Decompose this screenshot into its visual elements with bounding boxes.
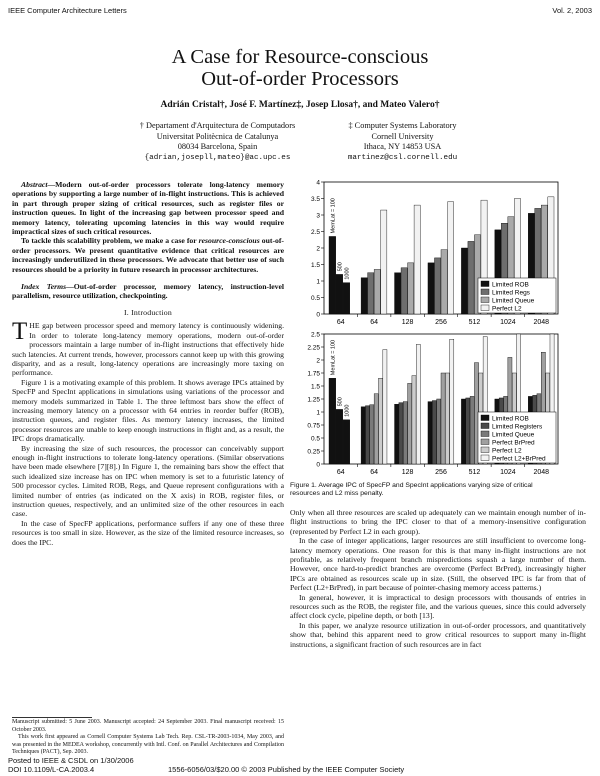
legend-label: Limited Regs (492, 289, 530, 297)
legend-swatch (481, 455, 489, 461)
y-tick-label: 0 (316, 461, 320, 469)
bar (374, 394, 378, 464)
legend-label: Perfect L2 (492, 305, 522, 313)
index-terms (12, 282, 284, 301)
bar (403, 402, 407, 464)
bar (466, 398, 470, 464)
bar (412, 376, 416, 464)
intro-paragraph-2: Figure 1 is a motivating example of this problem. It shows average IPCs attained by SpecFP and SpecInt applications in simulations using variations of the processor and memory models summarized in Table 1. The three leftmost bars show the effect of increasing memory latency on a processor with 64 entries in reorder buffer (ROB), instruction queues, and register files. As memory latency increases, the limited processor resources are unable to keep enough instructions in flight and, as a result, the IPC drops dramatically. (12, 377, 284, 444)
legend-swatch (481, 289, 489, 295)
bar (445, 373, 449, 464)
legend-swatch (481, 439, 489, 445)
legend-swatch (481, 423, 489, 429)
y-tick-label: 1.5 (310, 383, 320, 391)
bar (361, 407, 365, 464)
x-tick-label: 64 (336, 469, 345, 476)
affiliation-left (110, 121, 325, 163)
chart-specfp (300, 178, 562, 330)
bar (441, 250, 447, 314)
bar (414, 205, 420, 314)
abstract-p2-start: To tackle this scalability problem, we make a case for (21, 236, 199, 246)
x-tick-label: 512 (468, 319, 481, 326)
bar-memlat (329, 378, 336, 464)
y-tick-label: 2 (316, 245, 320, 253)
legend-swatch (481, 431, 489, 437)
affiliation-right-email: martinez@csl.cornell.edu (347, 153, 458, 162)
bar (461, 399, 465, 464)
x-tick-label: 64 (370, 319, 379, 326)
figure-caption: Figure 1. Average IPC of SpecFP and SpecInt applications varying size of critical resources and L2 miss penalty. (290, 482, 533, 497)
bar (416, 344, 420, 464)
legend-swatch (481, 415, 489, 421)
x-tick-label: 128 (401, 319, 414, 326)
legend-label: Perfect BrPred (492, 439, 535, 447)
left-column (12, 180, 284, 715)
bar (434, 258, 440, 314)
right-paragraph-4: In this paper, we analyze resource utilization in out-of-order processors, and quantitatively show that, behind this apparent need to grow critical resources to support many in-flight instructions, a significant fraction of such resources are in fact (290, 620, 586, 649)
x-tick-label: 128 (401, 469, 414, 476)
legend-swatch (481, 297, 489, 303)
bar-memlat (343, 283, 350, 314)
bar (448, 202, 454, 314)
footnote (12, 719, 284, 757)
footnote-dates: Manuscript submitted: 5 June 2003. Manuscript accepted: 24 September 2003. Final manuscript received: 15 October 2003. (12, 719, 284, 733)
legend-label: Limited Registers (492, 423, 543, 431)
x-tick-label: 2048 (533, 469, 550, 476)
y-tick-label: 0.75 (307, 422, 320, 430)
legend-swatch (481, 305, 489, 311)
legend-label: Limited Queue (492, 431, 535, 439)
index-terms-text: —Out-of-order processor, memory latency, instruction-level parallelism, resource utilization, checkpointing. (12, 282, 284, 301)
y-tick-label: 1.5 (310, 262, 320, 269)
legend-label: Limited ROB (492, 281, 529, 289)
affiliation-left-line-2: Universitat Politècnica de Catalunya (156, 131, 279, 141)
bar (381, 210, 387, 314)
bar-annotation: 1000 (344, 404, 351, 417)
affiliation-right (320, 121, 485, 163)
footnote-publication: This work first appeared as Cornell Computer Systems Lab Tech. Rep. CSL-TR-2003-1034, May 2003, and was presented in the MEDEA workshop, concurrently with Intl. Conf. on Parallel Architectures and Compilation Techniques (PACT), Sep. 2003. (12, 734, 284, 755)
y-tick-label: 0.5 (310, 435, 320, 443)
bar (374, 269, 380, 314)
title-line-1: A Case for Resource-conscious (171, 46, 429, 68)
x-tick-label: 512 (468, 469, 481, 476)
legend-label: Perfect L2+BrPred (492, 455, 546, 463)
bar-memlat (336, 274, 343, 314)
bar-annotation: 500 (337, 397, 344, 407)
y-tick-label: 2.25 (307, 344, 320, 352)
right-paragraph-2: In the case of integer applications, larger resources are still insufficient to overcome long-latency memory operations. One reason for this is that many in-flight instructions are not profitable, as relatively frequent branch mispredictions squash a large number of them. However, once hard-to-predict branches are overcome (Perfect BrPred), increasingly higher IPCs are obtained as resources scale up in size. (Still, the observed IPC is far from that of Perfect (L2+BrPred), in part because of pointer-chasing memory access patterns.) (290, 536, 586, 593)
y-tick-label: 0 (316, 311, 320, 319)
abstract-label: Abstract (21, 180, 48, 189)
bar-memlat (329, 236, 336, 314)
y-tick-label: 3.5 (310, 196, 320, 203)
posted-date: Posted to IEEE & CSDL on 1/30/2006 (8, 756, 134, 765)
bar-annotation: MemLat = 100 (330, 339, 337, 376)
y-tick-label: 0.25 (307, 448, 320, 456)
intro-paragraph-4: In the case of SpecFP applications, performance suffers if any one of these three resources is too small in size. However, as the size of the limited resource increases, so does the IPC. (12, 518, 284, 547)
bar (408, 383, 412, 464)
copyright-line: 1556-6056/03/$20.00 © 2003 Published by the IEEE Computer Society (168, 765, 405, 774)
chart-specint (300, 330, 562, 480)
x-tick-label: 64 (336, 319, 345, 326)
bar (370, 405, 374, 464)
affiliation-right-line-3: Ithaca, NY 14853 USA (363, 142, 442, 151)
y-tick-label: 4 (316, 179, 320, 187)
bar (450, 339, 454, 464)
bar (361, 278, 367, 314)
legend-swatch (481, 281, 489, 287)
drop-cap: T (12, 318, 28, 346)
journal-name: IEEE Computer Architecture Letters (8, 6, 127, 15)
right-paragraph-3: In general, however, it is impractical to design processors with thousands of entries in resources such as the ROB, the register file, and the various queues, since this could adversely affect clock cycle, pipeline depth, or both [13]. (290, 592, 586, 621)
bar-annotation: 500 (337, 262, 344, 272)
legend-label: Limited ROB (492, 415, 529, 423)
legend-label: Limited Queue (492, 297, 535, 305)
x-tick-label: 1024 (500, 319, 516, 326)
bar (365, 406, 369, 464)
bar-memlat (336, 409, 343, 464)
x-tick-label: 2048 (533, 319, 550, 326)
bar (432, 401, 436, 464)
posting-info (8, 757, 134, 774)
abstract-paragraph-1: —Modern out-of-order processors tolerate long-latency memory operations by supporting a large number of in-flight instructions. This is achieved in part through proper sizing of critical resources, such as register files or instruction queues. In light of the increasing gap between processor speed and memory latency, tolerating upcoming latencies in this way would require impractical sizes of such critical resources. (12, 180, 284, 237)
abstract-emphasis: resource-conscious (198, 236, 260, 246)
right-paragraph-1: Only when all three resources are scaled up adequately can we maintain enough number of in-flight instructions to bring the IPC closer to that of a memory-insensitive configuration (represented by Perfect L2 in each group). (290, 508, 586, 536)
bar (428, 263, 434, 314)
x-tick-label: 64 (370, 469, 379, 476)
bar (378, 378, 382, 464)
affiliation-left-email: {adrian,josepll,mateo}@ac.upc.es (144, 153, 291, 162)
author-list: Adrián Cristal†, José F. Martínez‡, Josep Llosa†, and Mateo Valero† (160, 100, 440, 110)
bar-annotation: MemLat = 100 (330, 198, 337, 234)
section-heading-introduction: I. Introduction (123, 307, 173, 317)
footnote-rule (12, 717, 92, 718)
y-tick-label: 2.5 (310, 229, 320, 236)
bar (401, 268, 407, 314)
bar (408, 263, 414, 314)
abstract (12, 180, 284, 274)
paper-title (0, 46, 600, 90)
bar (441, 373, 445, 464)
affiliation-left-line-1: † Departament d'Arquitectura de Computadors (139, 121, 296, 130)
affiliation-right-line-2: Cornell University (371, 131, 434, 141)
bar-memlat (343, 420, 350, 464)
x-tick-label: 256 (435, 319, 447, 326)
intro-paragraph-3: By increasing the size of such resources, the processor can conceivably support enough in-flight instructions to tolerate long-latency operations. (Similar observations have been made elsewhere [7][8].) In Figure 1, the remaining bars show the effect that such idealized size increase has on IPC when memory is set to a futuristic latency of 500 processor cycles. Limited ROB, Regs, and Queue represent configurations with a limited number of entries (as indicated on the X axis) in ROB, register files, or instruction queues, respectively, and an unlimited size of the other resources in each case. (12, 443, 284, 519)
bar (470, 396, 474, 464)
right-column (290, 508, 586, 760)
index-terms-label: Index Terms (21, 282, 67, 292)
y-tick-label: 1.25 (307, 396, 320, 404)
volume-label: Vol. 2, 2003 (552, 6, 592, 15)
affiliation-left-line-3: 08034 Barcelona, Spain (177, 142, 258, 151)
y-tick-label: 2 (316, 357, 320, 365)
y-tick-label: 1 (316, 409, 320, 417)
bar (468, 241, 474, 314)
y-tick-label: 0.5 (310, 295, 320, 302)
x-tick-label: 1024 (500, 469, 516, 476)
y-tick-label: 3 (316, 212, 320, 220)
doi: DOI 10.1109/L-CA.2003.4 (8, 764, 95, 774)
abstract-p2-end: out-of-order processors. We present quantitative evidence that critical resources are increasingly underutilized in these processors. We advocate that better use of such resources should be a priority in future research in processor architectures. (12, 236, 284, 274)
bar (428, 402, 432, 464)
bar (461, 248, 467, 314)
legend-swatch (481, 447, 489, 453)
bar (395, 404, 399, 464)
bar (368, 273, 374, 314)
bar (383, 350, 387, 464)
affiliation-right-line-1: ‡ Computer Systems Laboratory (348, 121, 457, 130)
bar (399, 403, 403, 464)
x-tick-label: 256 (435, 469, 447, 476)
intro-paragraph-1: HE gap between processor speed and memory latency is continuously widening. In order to tolerate long-latency memory operations, modern out-of-order processors maintain a large number of in-flight instructions that effectively hide such latencies. At current trends, however, processors cannot keep up with this growing disparity, and as a result, long-latency operations are increasingly more taxing on performance. (12, 321, 284, 378)
bar-annotation: 1000 (344, 267, 351, 280)
title-line-2: Out-of-order Processors (201, 68, 399, 90)
bar (437, 399, 441, 464)
y-tick-label: 1.75 (307, 370, 320, 378)
y-tick-label: 2.5 (310, 331, 320, 339)
y-tick-label: 1 (316, 278, 320, 286)
legend-label: Perfect L2 (492, 447, 522, 455)
bar (395, 273, 401, 314)
